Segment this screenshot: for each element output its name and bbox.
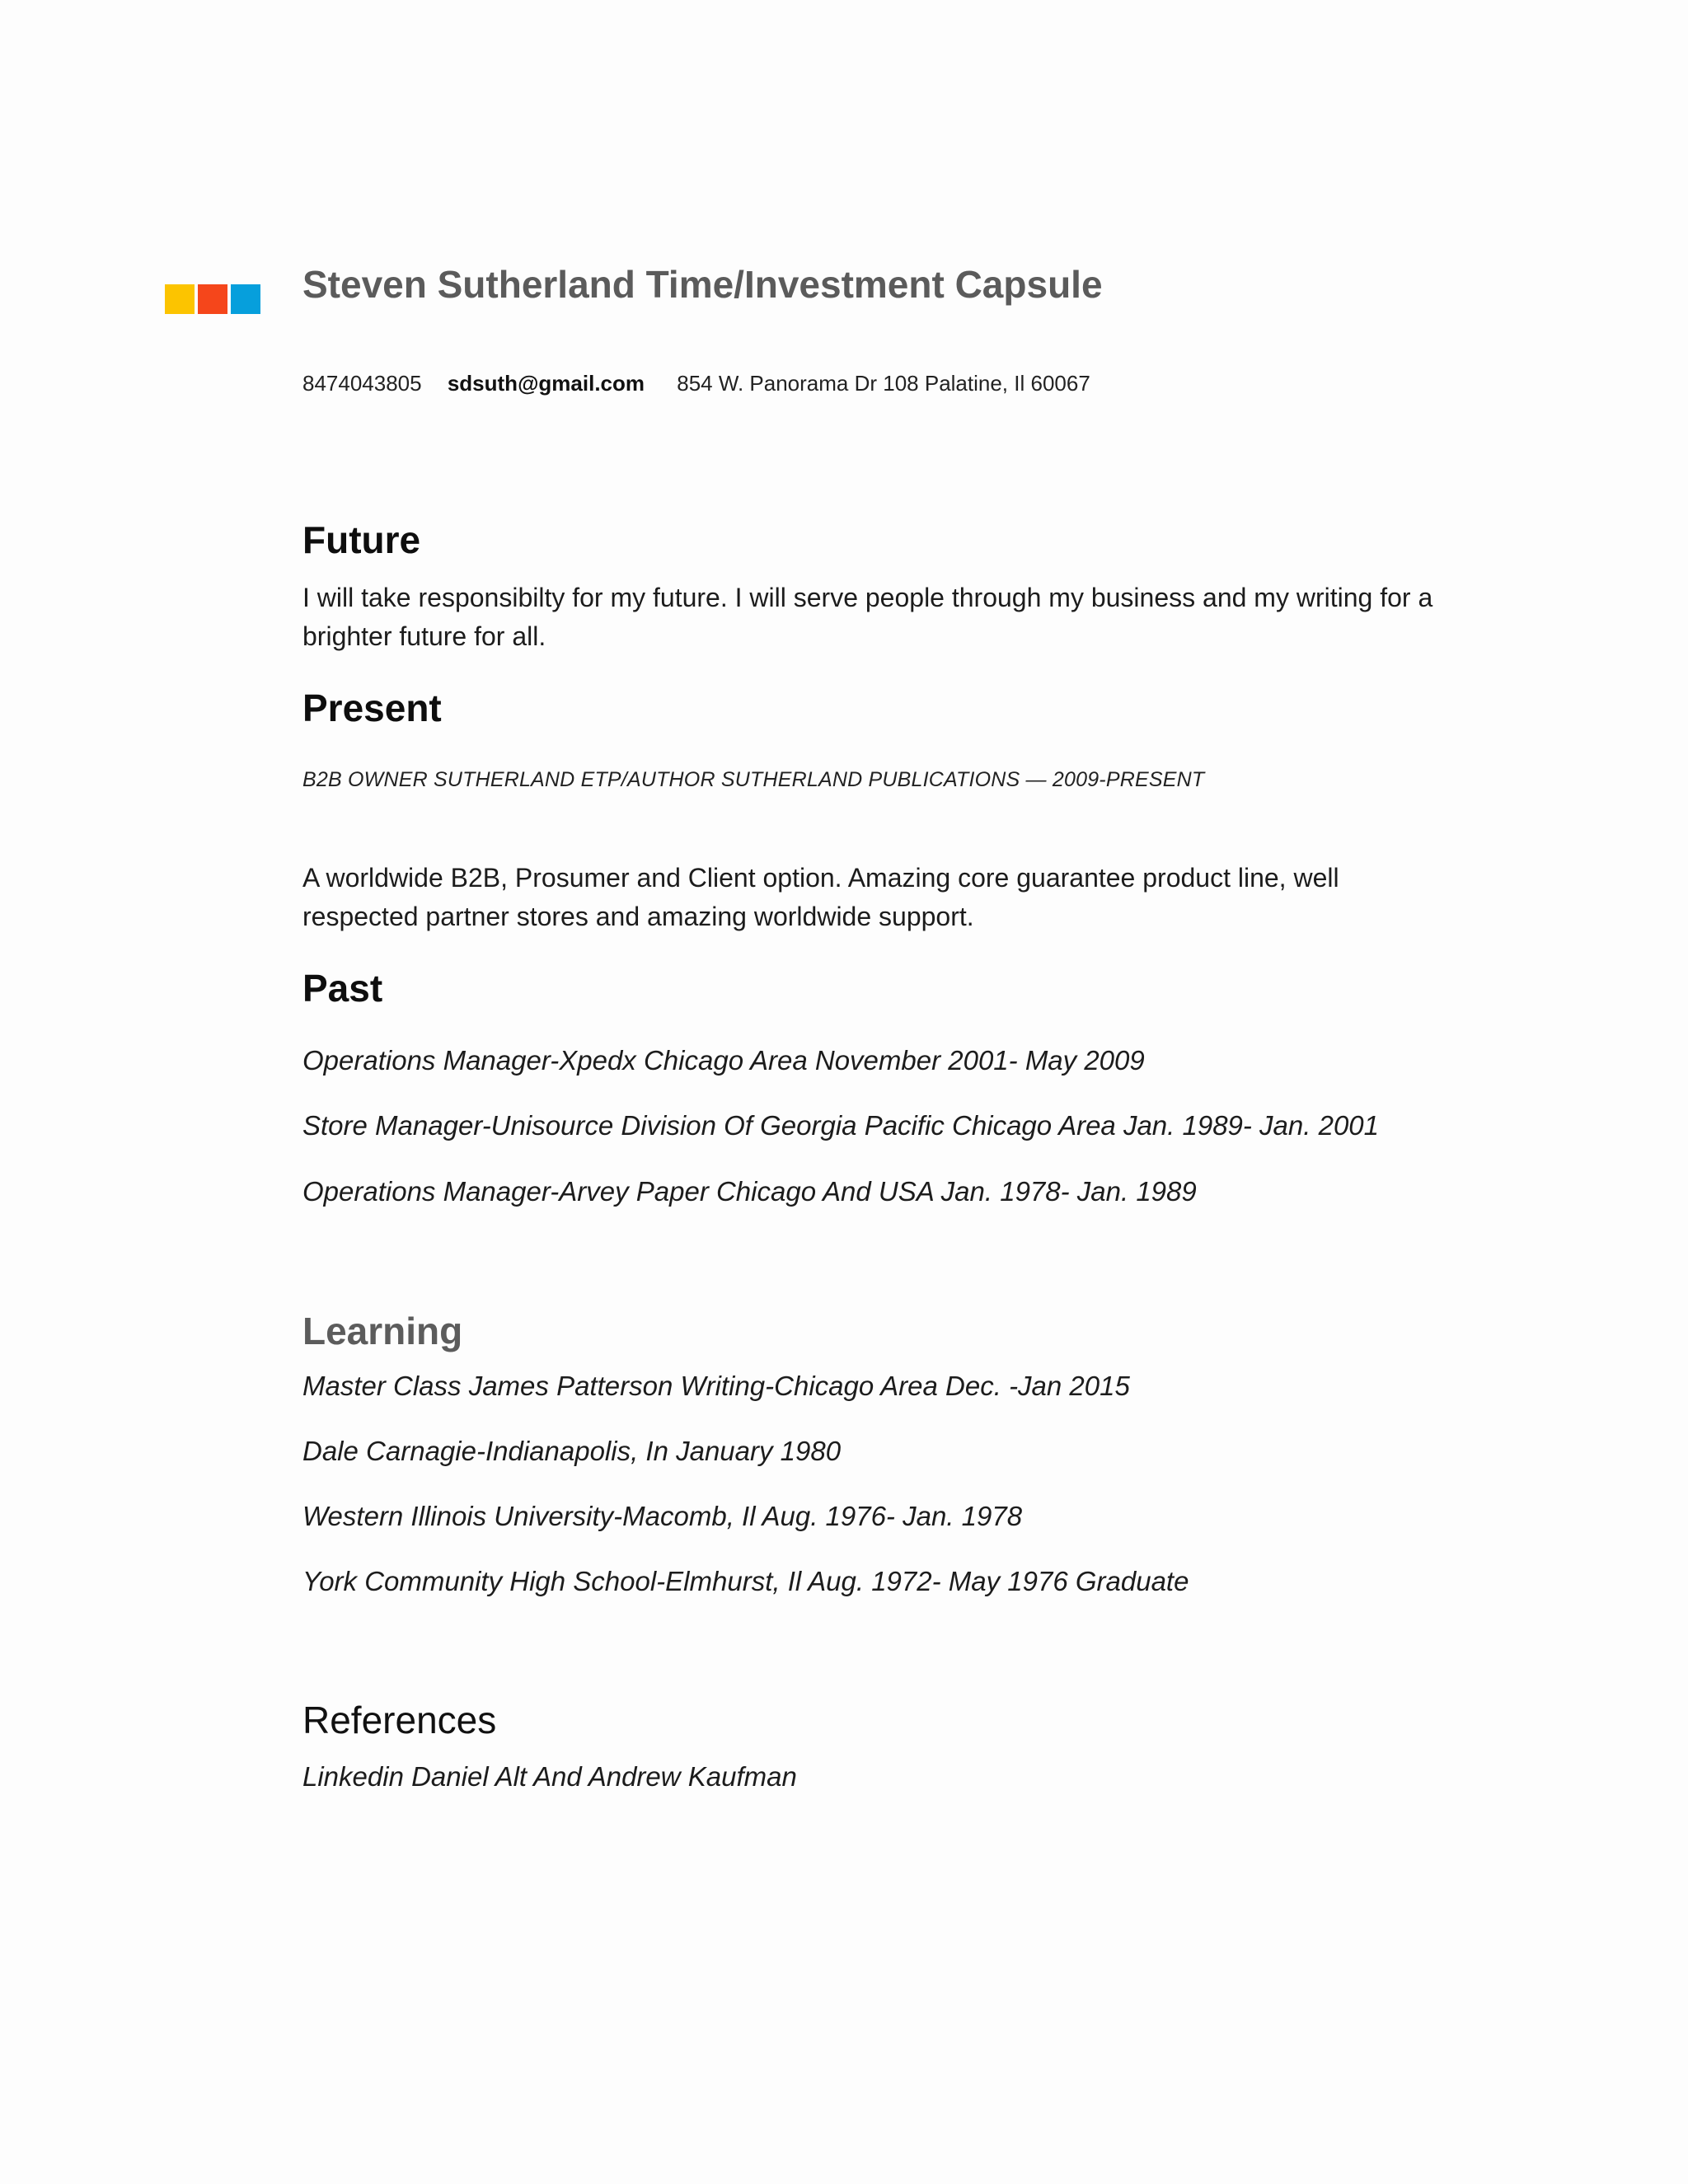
references-text: Linkedin Daniel Alt And Andrew Kaufman bbox=[302, 1761, 797, 1792]
logo bbox=[165, 284, 260, 314]
logo-square-red bbox=[198, 284, 227, 314]
contact-line bbox=[302, 371, 1110, 396]
learning-item: Dale Carnagie-Indianapolis, In January 1980 bbox=[302, 1436, 842, 1466]
past-heading: Past bbox=[302, 967, 383, 1010]
page-title: Steven Sutherland Time/Investment Capsule bbox=[302, 263, 1103, 306]
logo-square-blue bbox=[231, 284, 260, 314]
present-role: B2B OWNER SUTHERLAND ETP/AUTHOR SUTHERLAND PUBLICATIONS — 2009-PRESENT bbox=[302, 768, 1205, 791]
learning-heading: Learning bbox=[302, 1310, 463, 1352]
logo-square-yellow bbox=[165, 284, 195, 314]
phone-number: 8474043805 bbox=[302, 371, 422, 396]
learning-item: Western Illinois University-Macomb, Il Aug. 1976- Jan. 1978 bbox=[302, 1501, 1023, 1531]
future-heading: Future bbox=[302, 518, 421, 561]
future-text: I will take responsibilty for my future. I will serve people through my business and my writing for a brighter future for all. bbox=[302, 583, 1433, 651]
past-item: Operations Manager-Xpedx Chicago Area November 2001- May 2009 bbox=[302, 1045, 1145, 1076]
past-item: Operations Manager-Arvey Paper Chicago And USA Jan. 1978- Jan. 1989 bbox=[302, 1176, 1197, 1207]
learning-item: Master Class James Patterson Writing-Chicago Area Dec. -Jan 2015 bbox=[302, 1371, 1130, 1401]
email-address: sdsuth@gmail.com bbox=[447, 371, 645, 396]
past-item: Store Manager-Unisource Division Of Georgia Pacific Chicago Area Jan. 1989- Jan. 2001 bbox=[302, 1110, 1380, 1141]
postal-address: 854 W. Panorama Dr 108 Palatine, Il 60067 bbox=[677, 371, 1090, 396]
learning-item: York Community High School-Elmhurst, Il Aug. 1972- May 1976 Graduate bbox=[302, 1566, 1189, 1596]
references-heading: References bbox=[302, 1699, 497, 1741]
present-heading: Present bbox=[302, 687, 442, 729]
present-text: A worldwide B2B, Prosumer and Client option. Amazing core guarantee product line, well respected partner stores and amazing worldwide support. bbox=[302, 863, 1339, 931]
